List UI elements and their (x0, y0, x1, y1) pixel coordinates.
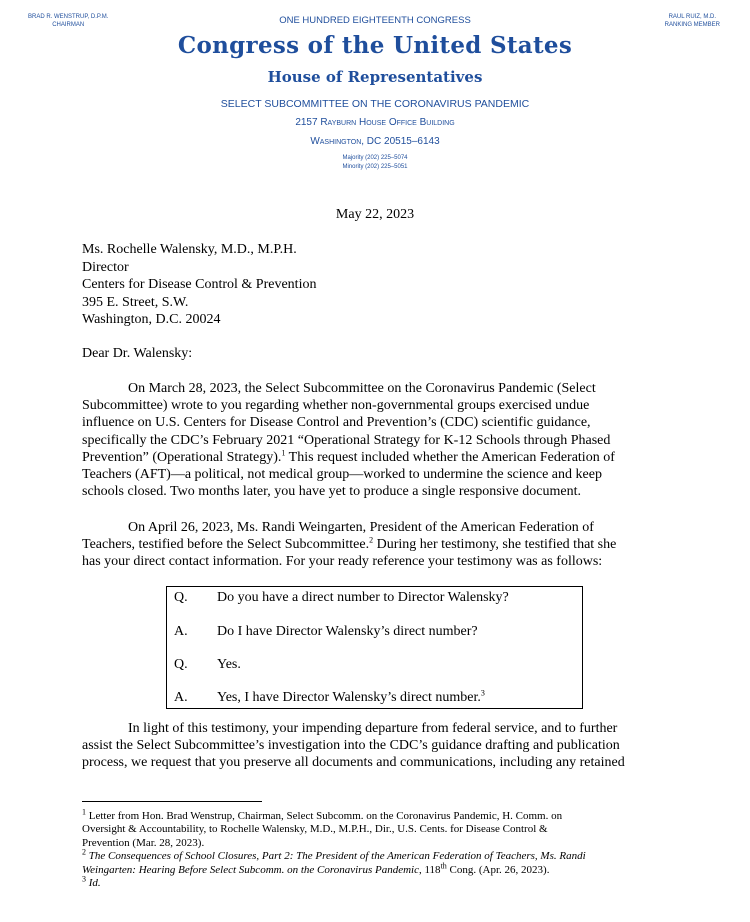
letterhead-title: Congress of the United States (177, 32, 573, 59)
footnote-line: Prevention (Mar. 28, 2023). (82, 836, 205, 849)
paragraph-line: process, we request that you preserve all documents and communications, including any retained (82, 755, 625, 771)
paragraph-line: specifically the CDC’s February 2021 “Operational Strategy for K-12 Schools through Phased (82, 432, 611, 448)
testimony-label: A. (174, 624, 188, 639)
paragraph-text: Prevention” (Operational Strategy). (82, 449, 282, 465)
testimony-row (174, 690, 485, 706)
committee-name: SELECT SUBCOMMITTEE ON THE CORONAVIRUS PANDEMIC (220, 98, 530, 110)
testimony-label: A. (174, 690, 188, 705)
paragraph-text: During her testimony, she testified that she (373, 537, 617, 553)
ranking-member-name: RAUL RUIZ, M.D. (668, 14, 717, 20)
footnote-title: Weingarten: Hearing Before Select Subcomm. on the Coronavirus Pandemic (82, 863, 419, 876)
recipient-address (82, 241, 316, 329)
city-address: Washington, DC 20515–6143 (310, 136, 440, 147)
chairman-role: CHAIRMAN (52, 22, 85, 28)
paragraph-line: schools closed. Two months later, you have yet to produce a single responsive document. (82, 484, 581, 500)
paragraph-line: On March 28, 2023, the Select Subcommittee on the Coronavirus Pandemic (Select (128, 381, 596, 396)
office-address: 2157 Rayburn House Office Building (295, 117, 455, 128)
majority-phone: Majority (202) 225–5074 (342, 155, 408, 161)
footnote-1 (82, 807, 662, 823)
congress-number: ONE HUNDRED EIGHTEENTH CONGRESS (279, 15, 471, 26)
paragraph-line: On April 26, 2023, Ms. Randi Weingarten, President of the American Federation of (128, 520, 594, 535)
footnote-ref-1: 1 (281, 448, 286, 458)
testimony-label: Q. (174, 657, 188, 672)
footnote-line: Oversight & Accountability, to Rochelle Walensky, M.D., M.P.H., Dir., U.S. Cents. for Disease Control & (82, 823, 548, 836)
testimony-text: Yes, I have Director Walensky’s direct number. (217, 690, 481, 705)
minority-phone: Minority (202) 225–5051 (342, 164, 408, 170)
footnote-ref-2: 2 (369, 535, 374, 545)
paragraph-line: Teachers (AFT)—a political, not medical group—worked to undermine the science and keep (82, 467, 602, 483)
footnote-2 (82, 847, 662, 863)
letter-date: May 22, 2023 (335, 207, 415, 222)
footnote-mark: 3 (82, 874, 86, 884)
footnote-line (82, 860, 662, 877)
ranking-member-role: RANKING MEMBER (664, 22, 720, 28)
salutation: Dear Dr. Walensky: (82, 346, 193, 361)
testimony-row (174, 624, 478, 640)
paragraph-line: Subcommittee) wrote to you regarding whether non-governmental groups exercised undue (82, 398, 590, 414)
footnote-3 (82, 874, 662, 890)
paragraph-line: In light of this testimony, your impending departure from federal service, and to further (128, 721, 618, 736)
testimony-text: Do you have a direct number to Director Walensky? (217, 590, 509, 605)
recipient-line: Director (82, 259, 129, 275)
footnote-text: , 118 (418, 863, 441, 876)
paragraph-text: This request included whether the American Federation of (285, 449, 615, 465)
footnote-mark: 2 (82, 847, 86, 857)
paragraph-line: assist the Select Subcommittee’s investigation into the CDC’s guidance drafting and publication (82, 738, 620, 754)
paragraph-line (82, 449, 662, 466)
paragraph-3 (82, 720, 662, 772)
footnote-text: Id. (88, 877, 101, 890)
testimony-text: Do I have Director Walensky’s direct number? (217, 624, 478, 639)
paragraph-line (82, 536, 662, 553)
footnote-divider (82, 801, 262, 802)
recipient-line: Ms. Rochelle Walensky, M.D., M.P.H. (82, 242, 297, 257)
footnote-ordinal: th (440, 860, 447, 870)
recipient-line: 395 E. Street, S.W. (82, 294, 189, 310)
letterhead-subtitle: House of Representatives (267, 68, 483, 86)
testimony-label: Q. (174, 590, 188, 605)
footnote-text: Letter from Hon. Brad Wenstrup, Chairman, Select Subcomm. on the Coronavirus Pandemic, H. Comm. on (88, 810, 563, 822)
footnotes (82, 807, 662, 890)
testimony-text: Yes. (217, 657, 241, 672)
testimony-row (174, 657, 241, 673)
recipient-line: Washington, D.C. 20024 (82, 312, 221, 327)
footnote-ref-3: 3 (480, 688, 485, 698)
testimony-row (174, 590, 509, 606)
paragraph-text: Teachers, testified before the Select Subcommittee. (82, 537, 370, 553)
paragraph-line: influence on U.S. Centers for Disease Control and Prevention’s (CDC) scientific guidance, (82, 415, 591, 431)
paragraph-2 (82, 519, 662, 571)
paragraph-1 (82, 380, 662, 500)
testimony-quote-box (166, 586, 583, 709)
chairman-name: BRAD R. WENSTRUP, D.P.M. (28, 14, 109, 20)
recipient-line: Centers for Disease Control & Prevention (82, 277, 317, 292)
paragraph-line: has your direct contact information. For your ready reference your testimony was as follows: (82, 554, 603, 570)
footnote-text: Cong. (Apr. 26, 2023). (446, 863, 550, 876)
footnote-mark: 1 (82, 807, 86, 817)
footnote-title: The Consequences of School Closures, Part 2: The President of the American Federation of Teachers, Ms. Randi (88, 850, 586, 863)
